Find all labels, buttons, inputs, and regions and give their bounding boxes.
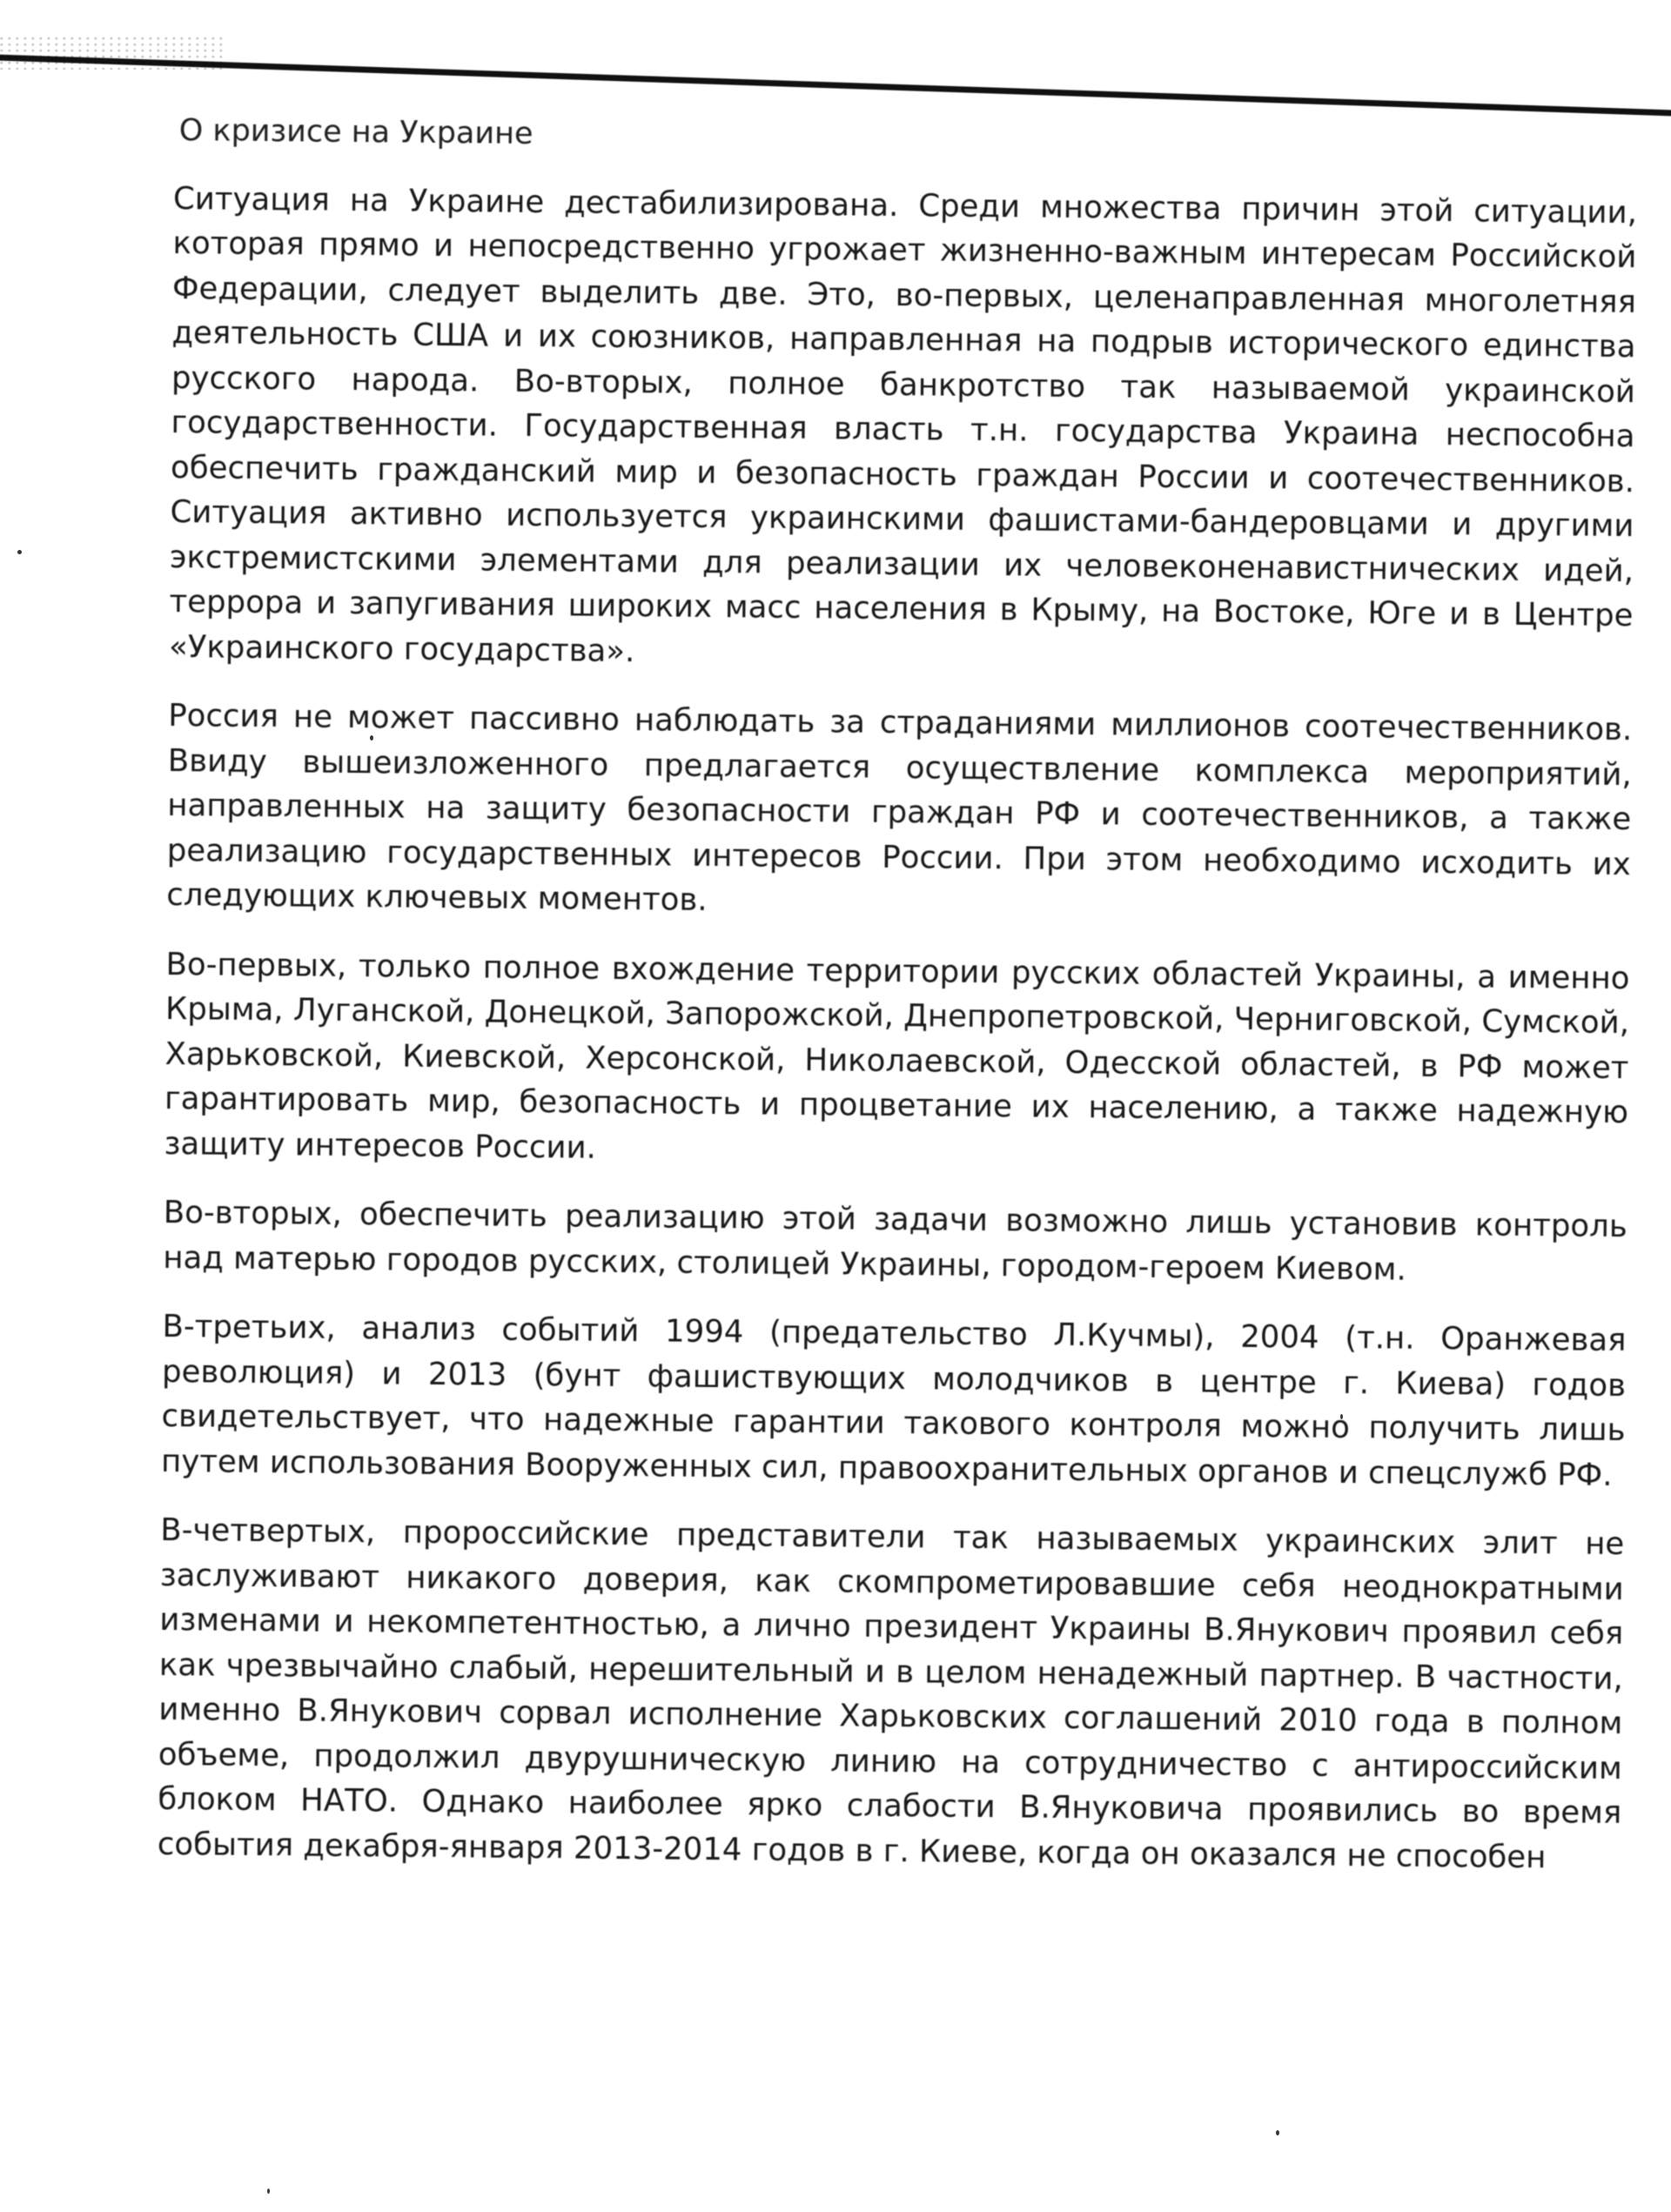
paragraph-first-point: Во-первых, только полное вхождение территории русских областей Украины, а именно Крыма, Луганской, Донецкой, Запорожской, Днепропетровской, Черниговской, Сумской, Харьковской, Киевской, Херсонской, Николаевской, Одесской областей, в РФ может гарантировать мир, безопасность и процветание их населению, а также надежную защиту интересов России. [164, 946, 1630, 1166]
paragraph-second-point: Во-вторых, обеспечить реализацию этой задачи возможно лишь установив контроль над матерью городов русских, столицей Украины, городом-героем Киевом. [163, 1194, 1627, 1288]
paragraph-russia-cannot-observe: Россия не может пассивно наблюдать за страданиями миллионов соотечественников. Ввиду вышеизложенного предлагается осуществление комплекса мероприятий, направленных на защиту безопасности граждан РФ и соотечественников, а также реализацию государственных интересов России. При этом необходимо исходить их следующих ключевых моментов. [166, 697, 1633, 918]
document-title: О кризисе на Украине [178, 113, 534, 151]
paragraph-situation: Ситуация на Украине дестабилизирована. Среди множества причин этой ситуации, которая прямо и непосредственно угрожает жизненно-важным интересам Российской Федерации, следует выделить две. Это, во-первых, целенаправленная многолетняя деятельность США и их союзников, направленная на подрыв исторического единства русского народа. Во-вторых, полное банкротство так называемой украинской государственности. Государственная власть т.н. государства Украина неспособна обеспечить гражданский мир и безопасность граждан России и соотечественников. Ситуация активно используется украинскими фашистами-бандеровцами и другими экстремистскими элементами для реализации их человеконенавистнических идей, террора и запугивания широких масс населения в Крыму, на Востоке, Юге и в Центре «Украинского государства». [168, 180, 1638, 669]
scan-noise [0, 35, 226, 70]
scan-page-edge-line [0, 54, 1671, 117]
paragraph-third-point: В-третьих, анализ событий 1994 (предательство Л.Кучмы), 2004 (т.н. Оранжевая революция) и 2013 (бунт фашиствующих молодчиков в центре г. Киева) годов свидетельствует, что надежные гарантии такового контроля можно получить лишь путем использования Вооруженных сил, правоохранительных органов и спецслужб РФ. [160, 1308, 1627, 1493]
document-page [157, 109, 1638, 1905]
scan-speck [1276, 2130, 1279, 2135]
scan-speck [267, 2189, 270, 2194]
paragraph-fourth-point: В-четвертых, пророссийские представители так называемых украинских элит не заслуживают никакого доверия, как скомпрометировавшие себя неоднократными изменами и некомпетентностью, а лично президент Украины В.Янукович проявил себя как чрезвычайно слабый, нерешительный и в целом ненадежный партнер. В частности, именно В.Янукович сорвал исполнение Харьковских соглашений 2010 года в полном объеме, продолжил двурушническую линию на сотрудничество с антироссийским блоком НАТО. Однако наиболее ярко слабости В.Януковича проявились во время события декабря-января 2013-2014 годов в г. Киеве, когда он оказался не способен [157, 1512, 1625, 1875]
scan-speck [17, 550, 22, 554]
